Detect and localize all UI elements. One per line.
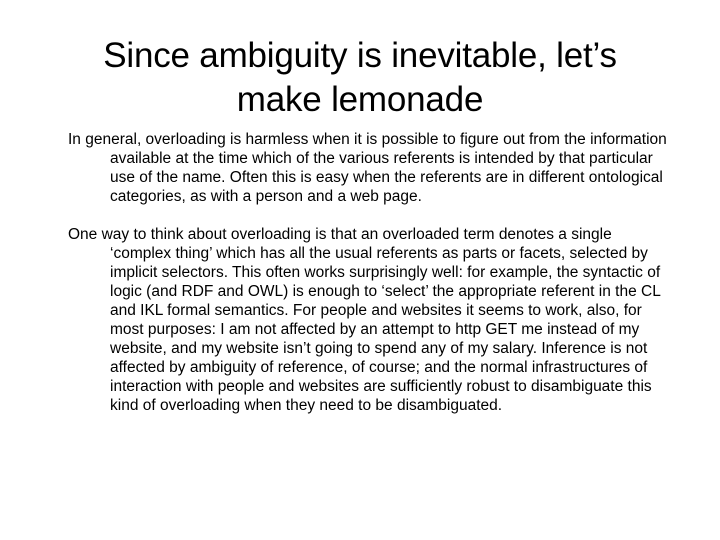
- paragraph-complex-thing: One way to think about overloading is that an overloaded term denotes a single ‘complex thing’ which has all the usual referents as parts or facets, selected by implicit selectors. This often works surprisingly well: for example, the syntactic of logic (and RDF and OWL) is enough to ‘select’ the appropriate referent in the CL and IKL formal semantics. For people and websites it seems to work, also, for most purposes: I am not affected by an attempt to http GET me instead of my website, and my website isn’t going to spend any of my salary. Inference is not affected by ambiguity of reference, of course; and the normal infrastructures of interaction with people and websites are sufficiently robust to disambiguate this kind of overloading when they need to be disambiguated.: [68, 226, 661, 414]
- slide-title: Since ambiguity is inevitable, let’s make lemonade: [103, 36, 617, 119]
- slide-body: [68, 130, 668, 415]
- paragraph-overloading-harmless: In general, overloading is harmless when it is possible to figure out from the information available at the time which of the various referents is intended by that particular use of the name. Often this is easy when the referents are in different ontological categories, as with a person and a web page.: [68, 131, 667, 205]
